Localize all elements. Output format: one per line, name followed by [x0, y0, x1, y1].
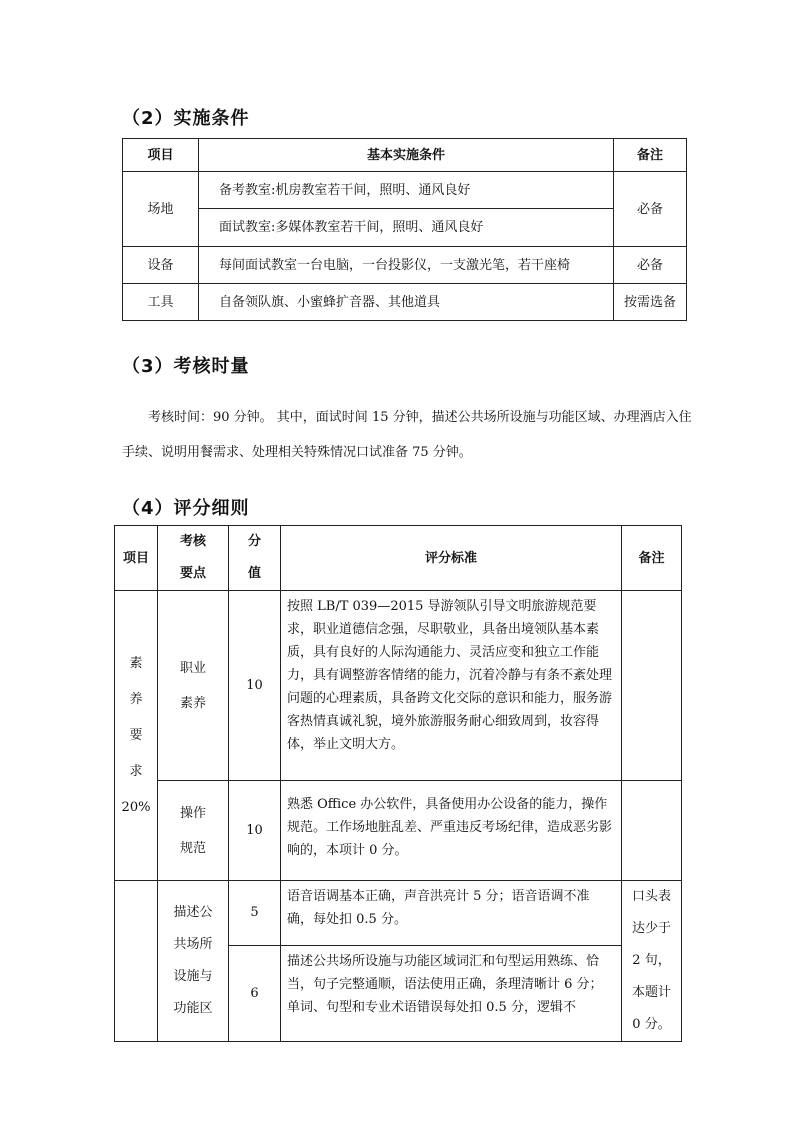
duration-paragraph: 考核时间：90 分钟。 其中，面试时间 15 分钟，描述公共场所设施与功能区域、办理酒店入住手续、说明用餐需求、处理相关特殊情况口试准备 75 分钟。 — [122, 410, 692, 460]
table-row — [123, 284, 687, 321]
group-literacy: 素 养 要 求 20% — [115, 591, 158, 881]
row-item-equipment: 设备 — [123, 247, 199, 284]
score-pronunciation: 5 — [229, 881, 281, 946]
header-conditions: 基本实施条件 — [199, 139, 614, 172]
row-cond-tools: 自备领队旗、小蜜蜂扩音器、其他道具 — [199, 284, 614, 321]
score-vocabulary: 6 — [229, 945, 281, 1041]
table-row — [123, 209, 687, 247]
standard-professional: 按照 LB/T 039—2015 导游领队引导文明旅游规范要求，职业道德信念强，尽职敬业，具备出境领队基本素质，具有良好的人际沟通能力、灵活应变和独立工作能力，具有调整游客情绪的能力，沉着冷静与有条不紊处理问题的心理素质，具备跨文化交际的意识和能力，服务游客热情真诚礼貌，境外旅游服务耐心细致周到，妆容得体，举止文明大方。 — [281, 591, 622, 781]
header-note: 备注 — [614, 139, 687, 172]
note-describe: 口头表 达少于 2 句， 本题计 0 分。 — [622, 881, 682, 1042]
row-item-tools: 工具 — [123, 284, 199, 321]
row-item-venue: 场地 — [123, 172, 199, 247]
conditions-table — [122, 138, 687, 321]
point-describe: 描述公 共场所 设施与 功能区 — [158, 881, 229, 1042]
table-row — [115, 781, 682, 881]
row-note-venue: 必备 — [614, 172, 687, 247]
point-professional: 职业 素养 — [158, 591, 229, 781]
header-item: 项目 — [115, 526, 158, 591]
row-cond-equipment: 每间面试教室一台电脑，一台投影仪，一支激光笔，若干座椅 — [199, 247, 614, 284]
table-header-row — [115, 526, 682, 591]
table-row — [123, 172, 687, 209]
note-empty — [622, 781, 682, 881]
header-point: 考核 要点 — [158, 526, 229, 591]
point-operation: 操作 规范 — [158, 781, 229, 881]
section-title-scoring: （4）评分细则 — [122, 498, 250, 519]
score-operation: 10 — [229, 781, 281, 881]
group-empty — [115, 881, 158, 1042]
section-title-duration: （3）考核时量 — [122, 356, 250, 377]
row-note-equipment: 必备 — [614, 247, 687, 284]
table-row — [115, 881, 682, 946]
table-header-row — [123, 139, 687, 172]
table-row — [115, 591, 682, 781]
header-item: 项目 — [123, 139, 199, 172]
header-standard: 评分标准 — [281, 526, 622, 591]
row-note-tools: 按需选备 — [614, 284, 687, 321]
standard-pronunciation: 语音语调基本正确，声音洪亮计 5 分；语音语调不准确，每处扣 0.5 分。 — [281, 881, 622, 946]
score-professional: 10 — [229, 591, 281, 781]
scoring-table — [114, 525, 682, 1042]
section-title-conditions: （2）实施条件 — [122, 108, 250, 129]
table-row — [123, 247, 687, 284]
standard-operation: 熟悉 Office 办公软件，具备使用办公设备的能力，操作规范。工作场地脏乱差、严重违反考场纪律，造成恶劣影响的，本项计 0 分。 — [281, 781, 622, 881]
header-score: 分 值 — [229, 526, 281, 591]
header-note: 备注 — [622, 526, 682, 591]
row-cond-venue-2: 面试教室:多媒体教室若干间，照明、通风良好 — [199, 209, 614, 247]
row-cond-venue-1: 备考教室:机房教室若干间，照明、通风良好 — [199, 172, 614, 209]
standard-vocabulary: 描述公共场所设施与功能区域词汇和句型运用熟练、恰当，句子完整通顺，语法使用正确，条理清晰计 6 分；单词、句型和专业术语错误每处扣 0.5 分，逻辑不 — [281, 945, 622, 1041]
note-empty — [622, 591, 682, 781]
